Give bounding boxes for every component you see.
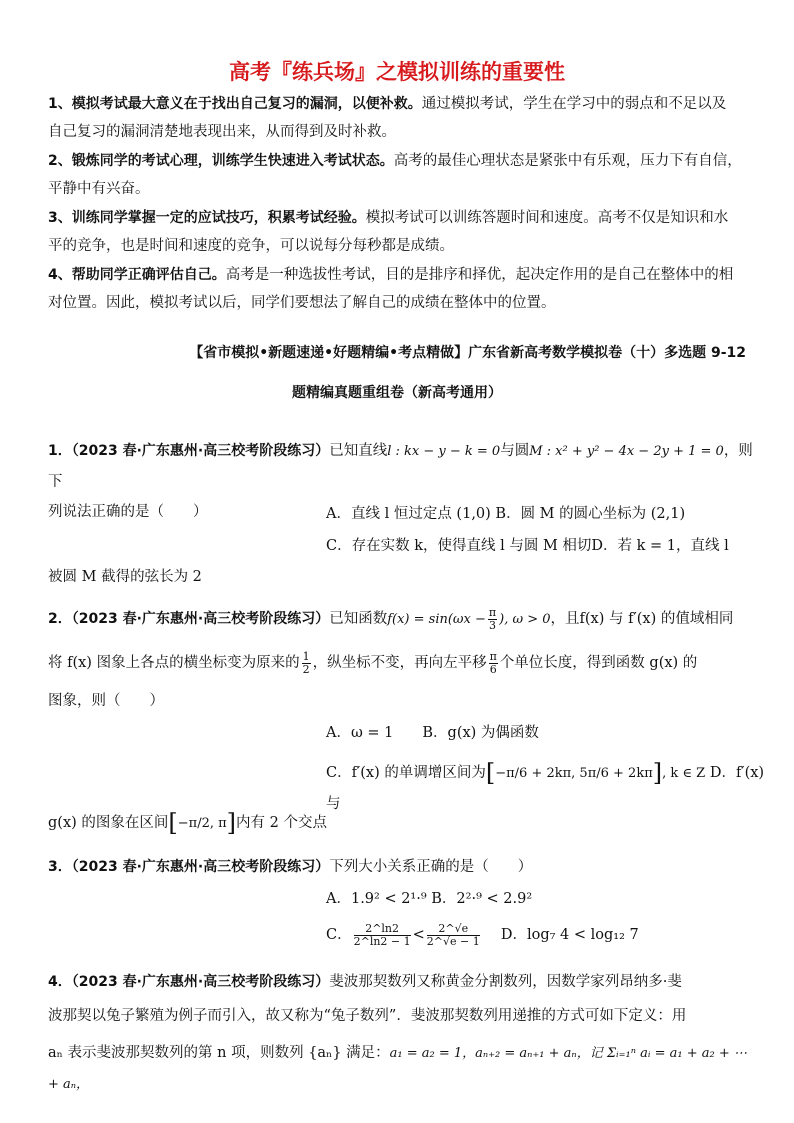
question-3-options-cd: C． $\frac{2\^{}\ln 2}{2\^{}\ln 2 - 1}$ < $\frac{2\^{}√e}{2\^{}√e - 1}$ D．log₇ 4 < log₁₂ 7: [326, 921, 639, 948]
question-1-option-b: B．圆 M 的圆心坐标为 (2,1): [495, 506, 686, 522]
intro-item-2: [48, 147, 748, 203]
bracket-open: [: [485, 759, 496, 787]
question-2-func-fraction: [488, 607, 497, 632]
question-2-option-d-text: g(x) 的图象在区间: [48, 815, 169, 831]
question-4-source: 4．（2023 春·广东惠州·高三校考阶段练习）: [48, 974, 330, 990]
question-4-line1: 斐波那契数列又称黄金分割数列，因数学家列昂纳多·斐: [329, 974, 682, 990]
question-2-option-d: D．f′(x) 与: [326, 765, 765, 812]
question-2-option-c-tail: , k ∈ Z: [662, 766, 706, 781]
question-2-shift-fraction: [489, 651, 498, 676]
fraction-numerator: 2^√e: [427, 923, 480, 936]
question-1-source: 1．（2023 春·广东惠州·高三校考阶段练习）: [48, 443, 330, 459]
question-3-option-a: A．1.9² < 2¹·⁹: [326, 891, 427, 907]
question-2-line2: [48, 648, 753, 678]
question-1-options-ab: [326, 499, 756, 529]
question-2-stem: 已知函数: [329, 611, 388, 627]
intro-item-2-text2: 平静中有兴奋。: [48, 181, 150, 197]
fraction-denominator: 2: [302, 662, 310, 676]
page-title: 高考『练兵场』之模拟训练的重要性: [229, 60, 565, 84]
question-3-option-c: C．: [326, 927, 352, 943]
question-2-option-d-tail: 内有 2 个交点: [236, 815, 327, 831]
question-1-option-d: D．若 k = 1，直线 l: [591, 538, 729, 554]
question-1-circle-equation: M : x² + y² − 4x − 2y + 1 = 0: [529, 444, 724, 459]
question-2-options-ab: [326, 718, 756, 748]
question-4: [48, 967, 753, 997]
question-1-options-cd: [326, 531, 756, 561]
fraction-denominator: 2^ln2 − 1: [353, 934, 411, 948]
bracket-close: ]: [652, 759, 663, 787]
bracket-close: ]: [226, 809, 237, 837]
question-1-option-c: C．存在实数 k，使得直线 l 与圆 M 相切: [326, 538, 592, 554]
intro-item-4-text2: 对位置。因此，模拟考试以后，同学们要想法了解自己的成绩在整体中的位置。: [48, 295, 556, 311]
fraction-denominator: 3: [489, 618, 497, 632]
question-1-stem-c: ，则下: [48, 443, 753, 490]
question-4-line3: [48, 1038, 753, 1100]
question-1-line-equation: l : kx − y − k = 0: [387, 444, 501, 459]
fraction-denominator: 2^√e − 1: [426, 934, 480, 948]
question-1-stem: 已知直线: [329, 443, 388, 459]
intro-item-1: [48, 90, 748, 146]
question-2-line2-a: 将 f(x) 图象上各点的横坐标变为原来的: [48, 655, 300, 671]
question-2-half-fraction: [302, 651, 311, 676]
fraction-denominator: 6: [489, 662, 497, 676]
question-2-option-c-interval: −π/6 + 2kπ, 5π/6 + 2kπ: [495, 766, 653, 781]
question-2-line3: 图象，则（ ）: [48, 693, 164, 709]
question-3-option-b: B．2²·⁹ < 2.9²: [431, 891, 533, 907]
fraction-numerator: π: [488, 605, 497, 619]
intro-item-4: [48, 261, 748, 317]
question-3-source: 3．（2023 春·广东惠州·高三校考阶段练习）: [48, 859, 330, 875]
question-2-option-c: C．f′(x) 的单调增区间为: [326, 765, 486, 781]
question-4-line3-a: aₙ 表示斐波那契数列的第 n 项，则数列 {aₙ} 满足：: [48, 1045, 390, 1061]
intro-item-4-bold: 4、帮助同学正确评估自己。: [48, 267, 226, 283]
question-3: [48, 852, 753, 882]
fraction-numerator: 1: [302, 649, 310, 663]
intro-item-1-text2: 自己复习的漏洞清楚地表现出来，从而得到及时补救。: [48, 124, 396, 140]
intro-item-3-text2: 平的竞争，也是时间和速度的竞争，可以说每分每秒都是成绩。: [48, 238, 454, 254]
question-2-option-a: A．ω = 1: [326, 725, 394, 741]
intro-item-2-text: 高考的最佳心理状态是紧张中有乐观，压力下有自信，: [393, 153, 742, 169]
bracket-open: [: [168, 809, 178, 837]
intro-item-3-bold: 3、训练同学掌握一定的应试技巧，积累考试经验。: [48, 210, 366, 226]
question-2-source: 2．（2023 春·广东惠州·高三校考阶段练习）: [48, 611, 330, 627]
question-1-option-d-cont: 被圆 M 截得的弦长为 2: [48, 569, 202, 585]
question-3-option-d: D．log₇ 4 < log₁₂ 7: [500, 927, 639, 943]
fraction-numerator: 2^ln2: [354, 923, 411, 936]
fraction-numerator: π: [489, 649, 497, 663]
section-heading-line1: 【省市模拟•新题速递•好题精编•考点精做】广东省新高考数学模拟卷（十）多选题 9-12: [189, 345, 746, 361]
question-2-stem-b: ，且: [550, 611, 580, 627]
question-2-option-d-cont: [48, 808, 753, 839]
intro-item-4-text: 高考是一种选拔性考试，目的是排序和择优，起决定作用的是自己在整体中的相: [225, 267, 734, 283]
question-3-stem: 下列大小关系正确的是（ ）: [329, 859, 533, 875]
question-2-line2-b: ，纵坐标不变，再向左平移: [312, 655, 487, 671]
question-1-option-a: A．直线 l 恒过定点 (1,0): [326, 506, 491, 522]
intro-item-3: [48, 204, 748, 260]
question-2-option-d-interval: −π/2, π: [177, 816, 227, 831]
question-2-option-b: B．g(x) 为偶函数: [422, 725, 539, 741]
question-1-stem-d: 列说法正确的是（ ）: [48, 504, 208, 520]
section-heading-line2: 题精编真题重组卷（新高考通用）: [292, 385, 502, 401]
question-2-stem-c: f(x) 与 f′(x) 的值域相同: [579, 611, 734, 627]
question-3-left-fraction: [354, 923, 411, 948]
question-2-line2-c: 个单位长度，得到函数 g(x) 的: [499, 655, 698, 671]
intro-item-3-text: 模拟考试可以训练答题时间和速度。高考不仅是知识和水: [365, 210, 729, 226]
question-2-function: f(x) = sin(ωx −: [387, 612, 486, 627]
question-2: [48, 604, 753, 635]
intro-item-2-bold: 2、锻炼同学的考试心理，训练学生快速进入考试状态。: [48, 153, 394, 169]
question-3-right-fraction: [427, 923, 480, 948]
question-4-line2: 波那契以兔子繁殖为例子而引入，故又称为“兔子数列”．斐波那契数列用递推的方式可如下定义：用: [48, 1008, 687, 1024]
intro-item-1-text: 通过模拟考试，学生在学习中的弱点和不足以及: [421, 96, 727, 112]
question-2-func-tail: ), ω > 0: [499, 612, 551, 627]
question-4-line3-b: a₁ = a₂ = 1，aₙ₊₂ = aₙ₊₁ + aₙ，记 Σᵢ₌₁ⁿ aᵢ = a₁ + a₂ + ⋯ + aₙ，: [48, 1046, 747, 1092]
question-3-options-ab: [326, 884, 756, 914]
intro-item-1-bold: 1、模拟考试最大意义在于找出自己复习的漏洞，以便补救。: [48, 96, 422, 112]
question-1-stem-b: 与圆: [500, 443, 530, 459]
